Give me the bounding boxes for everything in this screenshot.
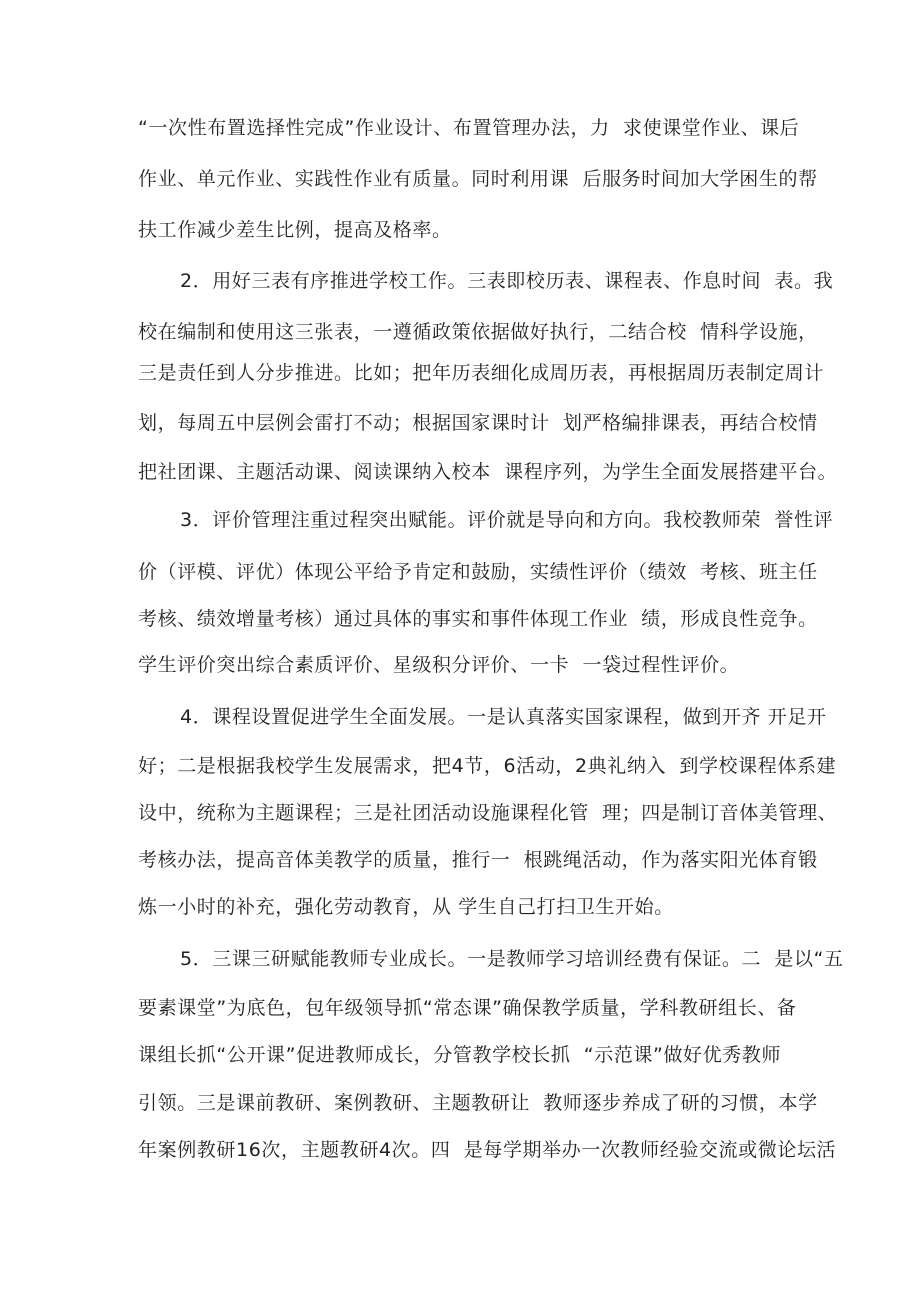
text-line: 5．三课三研赋能教师专业成长。一是教师学习培训经费有保证。二 是以“五 [180, 948, 844, 970]
text-line: 要素课堂”为底色，包年级领导抓“常态课”确保教学质量，学科教研组长、备 [138, 997, 797, 1019]
text-line: 考核办法，提高音体美教学的质量，推行一 根跳绳活动，作为落实阳光体育锻 [138, 849, 818, 871]
text-line: 学生评价突出综合素质评价、星级积分评价、一卡 一袋过程性评价。 [138, 654, 740, 676]
text-line: 炼一小时的补充，强化劳动教育，从 学生自己打扫卫生开始。 [138, 896, 674, 918]
text-line: 4．课程设置促进学生全面发展。一是认真落实国家课程，做到开齐 开足开 [180, 706, 827, 728]
text-line: 三是责任到人分步推进。比如；把年历表细化成周历表，再根据周历表制定周计 [138, 362, 825, 384]
text-line: 设中，统称为主题课程；三是社团活动设施课程化管 理；四是制订音体美管理、 [138, 802, 838, 824]
text-line: 考核、绩效增量考核）通过具体的事实和事件体现工作业 绩，形成良性竞争。 [138, 608, 818, 630]
text-line: 3．评价管理注重过程突出赋能。评价就是导向和方向。我校教师荣 誉性评 [180, 509, 834, 531]
text-line: 作业、单元作业、实践性作业有质量。同时利用课 后服务时间加大学困生的帮 [138, 168, 818, 190]
text-line: “一次性布置选择性完成”作业设计、布置管理办法，力 求使课堂作业、课后 [138, 117, 800, 139]
text-line: 校在编制和使用这三张表，一遵循政策依据做好执行，二结合校 情科学设施， [138, 321, 818, 343]
text-line: 把社团课、主题活动课、阅读课纳入校本 课程序列，为学生全面发展搭建平台。 [138, 461, 838, 483]
text-line: 引领。三是课前教研、案例教研、主题教研让 教师逐步养成了研的习惯，本学 [138, 1092, 818, 1114]
text-line: 好；二是根据我校学生发展需求，把4节，6活动，2典礼纳入 到学校课程体系建 [138, 755, 837, 777]
text-line: 2．用好三表有序推进学校工作。三表即校历表、课程表、作息时间 表。我 [180, 270, 834, 292]
text-line: 年案例教研16次，主题教研4次。四 是每学期举办一次教师经验交流或微论坛活 [138, 1139, 837, 1161]
text-line: 扶工作减少差生比例，提高及格率。 [138, 219, 452, 241]
text-line: 划，每周五中层例会雷打不动；根据国家课时计 划严格编排课表，再结合校情 [138, 412, 818, 434]
text-line: 课组长抓“公开课”促进教师成长，分管教学校长抓 “示范课”做好优秀教师 [138, 1044, 782, 1066]
text-line: 价（评模、评优）体现公平给予肯定和鼓励，实绩性评价（绩效 考核、班主任 [138, 561, 818, 583]
